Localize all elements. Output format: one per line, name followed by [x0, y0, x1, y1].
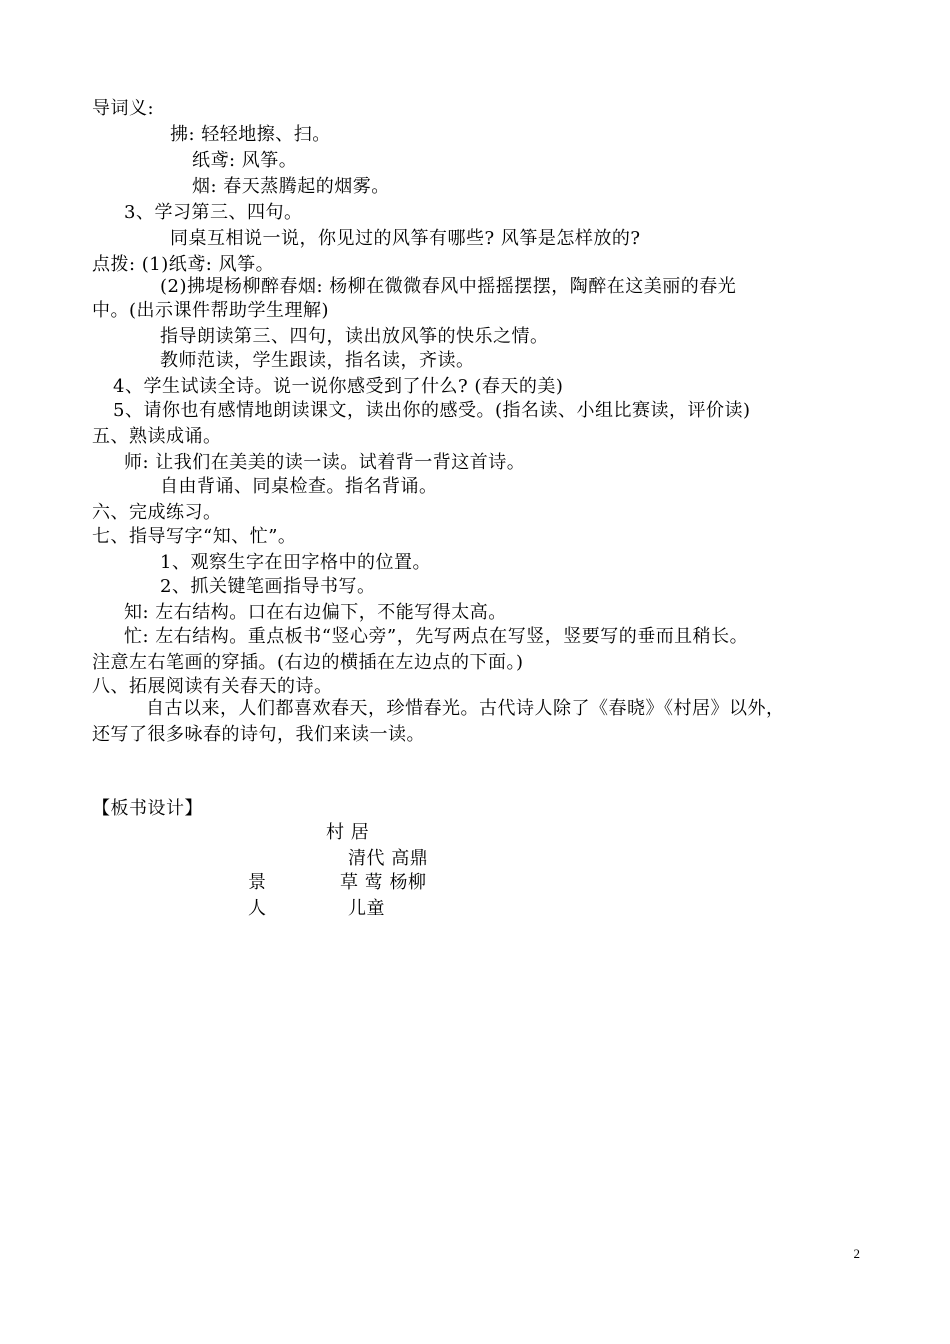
page-number: 2: [853, 1246, 860, 1261]
board-label-people: 人: [248, 898, 267, 919]
text-line: 导词义:: [92, 98, 155, 119]
text-line: 3、学习第三、四句。: [124, 202, 303, 223]
text-line: 拂: 轻轻地擦、扫。: [170, 124, 331, 145]
text-line: 点拨: (1)纸鸢: 风筝。: [92, 254, 275, 275]
text-line: 1、观察生字在田字格中的位置。: [160, 552, 431, 573]
text-line: 烟: 春天蒸腾起的烟雾。: [192, 176, 390, 197]
text-line: 还写了很多咏春的诗句，我们来读一读。: [92, 724, 425, 745]
text-line: 4、学生试读全诗。说一说你感受到了什么? (春天的美): [113, 376, 564, 397]
board-items-scene: 草 莺 杨柳: [340, 872, 427, 893]
board-heading: 【板书设计】: [92, 798, 203, 819]
text-line: 同桌互相说一说，你见过的风筝有哪些? 风筝是怎样放的?: [170, 228, 641, 249]
poem-author: 清代 高鼎: [348, 848, 429, 869]
board-label-scene: 景: [248, 872, 267, 893]
section-heading: 六、完成练习。: [92, 502, 222, 523]
section-heading: 五、熟读成诵。: [92, 426, 222, 447]
text-line: 注意左右笔画的穿插。(右边的横插在左边点的下面。): [92, 652, 524, 673]
text-line: 知: 左右结构。口在右边偏下，不能写得太高。: [124, 602, 507, 623]
text-line: (2)拂堤杨柳醉春烟: 杨柳在微微春风中摇摇摆摆，陶醉在这美丽的春光: [160, 276, 737, 297]
text-line: 自由背诵、同桌检查。指名背诵。: [160, 476, 438, 497]
section-heading: 八、拓展阅读有关春天的诗。: [92, 676, 333, 697]
text-line: 指导朗读第三、四句，读出放风筝的快乐之情。: [160, 326, 549, 347]
section-heading: 七、指导写字“知、忙”。: [92, 526, 297, 547]
text-line: 中。(出示课件帮助学生理解): [92, 300, 330, 321]
text-line: 忙: 左右结构。重点板书“竖心旁”，先写两点在写竖，竖要写的垂而且稍长。: [124, 626, 749, 647]
board-items-people: 儿童: [348, 898, 385, 919]
text-line: 教师范读，学生跟读，指名读，齐读。: [160, 350, 475, 371]
text-line: 师: 让我们在美美的读一读。试着背一背这首诗。: [124, 452, 526, 473]
text-line: 自古以来，人们都喜欢春天，珍惜春光。古代诗人除了《春晓》《村居》以外，: [146, 698, 785, 719]
text-line: 5、请你也有感情地朗读课文，读出你的感受。(指名读、小组比赛读，评价读): [113, 400, 751, 421]
poem-title: 村 居: [326, 822, 370, 843]
text-line: 纸鸢: 风筝。: [192, 150, 298, 171]
text-line: 2、抓关键笔画指导书写。: [160, 576, 376, 597]
